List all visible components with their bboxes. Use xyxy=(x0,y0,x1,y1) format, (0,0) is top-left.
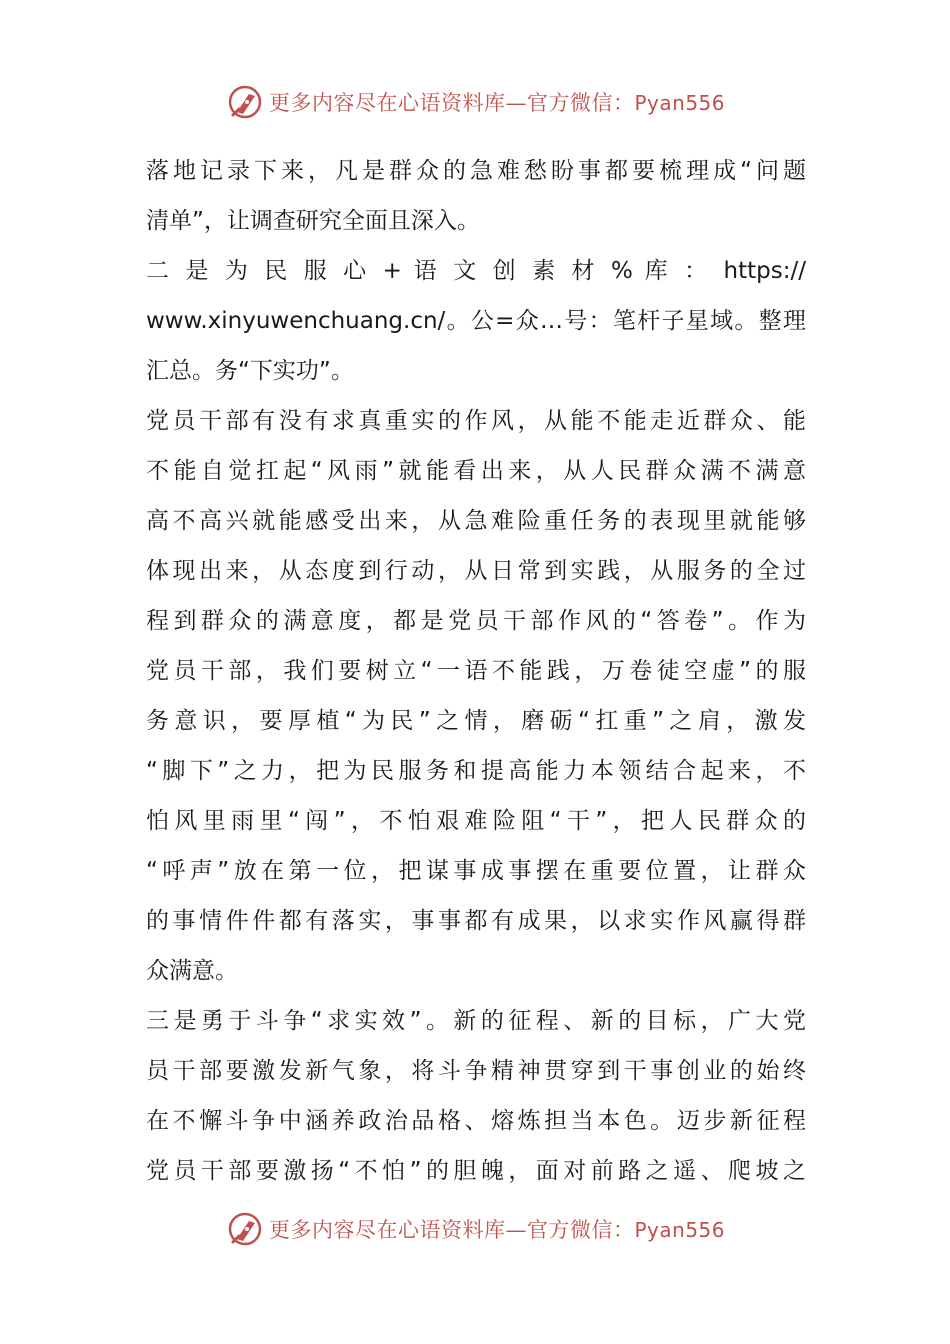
header-watermark xyxy=(0,82,950,122)
document-body xyxy=(146,146,806,1196)
text-line: 怕风里雨里“闯”，不怕艰难险阻“干”，把人民群众的 xyxy=(146,808,806,834)
text-line: 务意识，要厚植“为民”之情，磨砺“扛重”之肩，激发 xyxy=(146,708,806,734)
text-line: 员干部要激发新气象，将斗争精神贯穿到干事创业的始终 xyxy=(146,1058,806,1084)
text-line: “呼声”放在第一位，把谋事成事摆在重要位置，让群众 xyxy=(146,858,806,884)
text-line: 党员干部要激扬“不怕”的胆魄，面对前路之遥、爬坡之 xyxy=(146,1158,806,1184)
footer-watermark xyxy=(0,1209,950,1249)
text-line: 程到群众的满意度，都是党员干部作风的“答卷”。作为 xyxy=(146,608,806,634)
pen-nib-logo-icon xyxy=(225,82,265,122)
footer-watermark-text: 更多内容尽在心语资料库—官方微信：Pyan556 xyxy=(268,1218,725,1242)
text-line: 清单”，让调查研究全面且深入。 xyxy=(146,208,480,234)
text-line: 众满意。 xyxy=(146,958,238,984)
footer-wechat-account: Pyan556 xyxy=(634,1218,725,1242)
header-watermark-text: 更多内容尽在心语资料库—官方微信：Pyan556 xyxy=(268,91,725,115)
text-line: www.xinyuwenchuang.cn/。公=众…号：笔杆子星域。整理 xyxy=(146,308,806,334)
pen-nib-logo-icon xyxy=(225,1209,265,1249)
text-line: 的事情件件都有落实，事事都有成果，以求实作风赢得群 xyxy=(146,908,806,934)
text-line: 体现出来，从态度到行动，从日常到实践，从服务的全过 xyxy=(146,558,806,584)
text-line: 汇总。务“下实功”。 xyxy=(146,358,354,384)
text-line: 不能自觉扛起“风雨”就能看出来，从人民群众满不满意 xyxy=(146,458,806,484)
text-line: 三是勇于斗争“求实效”。新的征程、新的目标，广大党 xyxy=(146,1008,806,1034)
text-line: 二 是 为 民 服 心 + 语 文 创 素 材 % 库 ： https:// xyxy=(146,258,806,284)
text-line: 党员干部有没有求真重实的作风，从能不能走近群众、能 xyxy=(146,408,806,434)
text-line: 落地记录下来，凡是群众的急难愁盼事都要梳理成“问题 xyxy=(146,158,806,184)
text-line: 高不高兴就能感受出来，从急难险重任务的表现里就能够 xyxy=(146,508,806,534)
text-line: 党员干部，我们要树立“一语不能践，万卷徒空虚”的服 xyxy=(146,658,806,684)
header-wechat-account: Pyan556 xyxy=(634,91,725,115)
text-line: 在不懈斗争中涵养政治品格、熔炼担当本色。迈步新征程 xyxy=(146,1108,806,1134)
text-line: “脚下”之力，把为民服务和提高能力本领结合起来，不 xyxy=(146,758,806,784)
